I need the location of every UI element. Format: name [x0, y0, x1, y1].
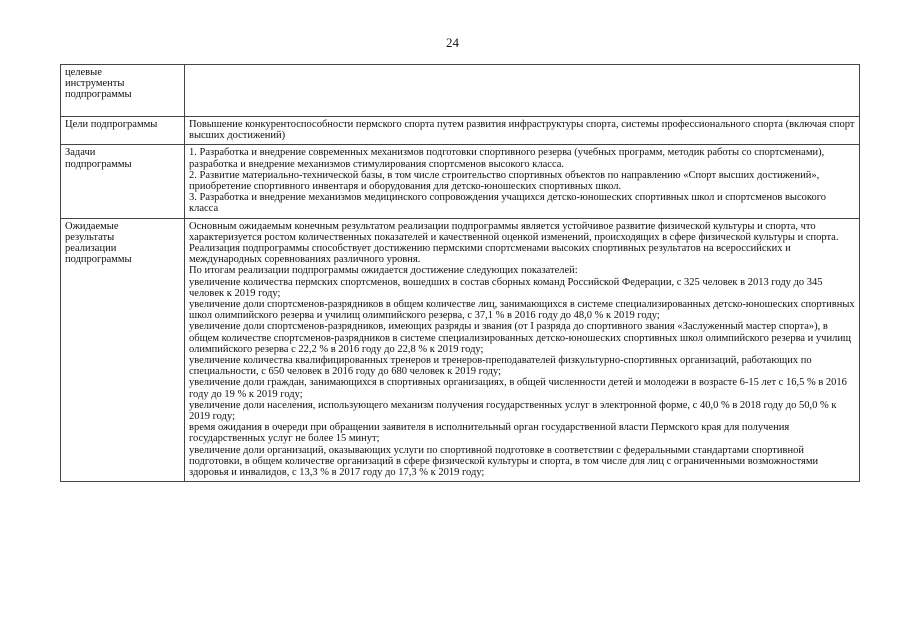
table-row	[61, 218, 860, 482]
table-row	[61, 117, 860, 145]
row-label-line: реализации	[65, 243, 117, 255]
row-content	[185, 218, 860, 482]
content-paragraph: 3. Разработка и внедрение механизмов медицинского сопровождения учащихся детско-юношеских спортивных школ и спортсменов высокого класса	[189, 192, 827, 215]
row-label	[61, 65, 185, 117]
table-row	[61, 65, 860, 117]
row-label-line: подпрограммы	[65, 89, 132, 101]
row-content	[185, 117, 860, 145]
row-label-line: подпрограммы	[65, 254, 132, 266]
content-paragraph: увеличение доли граждан, занимающихся в спортивных организациях, в общей численности детей и молодежи в возрасте 6-15 лет с 16,5 % в 2016 году до 19 % к 2019 году;	[189, 377, 847, 400]
content-paragraph: Повышение конкурентоспособности пермского спорта путем развития инфраструктуры спорта, системы профессионального спорта (включая спорт высших достижений)	[189, 119, 855, 142]
row-label-line: инструменты	[65, 78, 125, 90]
content-paragraph: время ожидания в очереди при обращении заявителя в исполнительный орган государственной власти Пермского края для получения государственных услуг не более 15 минут;	[189, 422, 790, 445]
content-paragraph: увеличение количества пермских спортсменов, вошедших в состав сборных команд Российской Федерации, с 325 человек в 2013 году до 345 человек к 2019 году;	[189, 276, 823, 299]
row-label	[61, 218, 185, 482]
row-label-line: Цели подпрограммы	[65, 119, 158, 130]
row-label-line: Задачи	[65, 147, 96, 159]
row-content	[185, 145, 860, 218]
subprogram-passport-table	[60, 64, 860, 482]
content-paragraph: увеличение доли спортсменов-разрядников в общем количестве лиц, занимающихся в системе специализированных детско-юношеских спортивных школ олимпийского резерва и училищ олимпийского резерва, с 37,1 % в 2016 году до 48,0 % к 2019 году;	[189, 299, 855, 322]
content-paragraph: увеличение количества квалифицированных тренеров и тренеров-преподавателей физкультурно-спортивных организаций, работающих по специальности, с 650 человек в 2016 году до 680 человек к 2019 году;	[189, 355, 812, 378]
content-paragraph: увеличение доли населения, использующего механизм получения государственных услуг в электронной форме, с 40,0 % в 2018 году до 50,0 % к 2019 году;	[189, 399, 837, 423]
content-paragraph: 2. Развитие материально-технической базы, в том числе строительство спортивных объектов по направлению «Спорт высших достижений», приобретение спортивного инвентаря и оборудования для детско-юношеских спортивных школ.	[189, 169, 820, 193]
table-row	[61, 145, 860, 218]
row-content	[185, 65, 860, 117]
content-paragraph: увеличение доли спортсменов-разрядников, имеющих разряды и звания (от I разряда до спортивного звания «Заслуженный мастер спорта»), в общем количестве спортсменов-разрядников в системе специализированных детско-юношеских спортивных школ олимпийского резерва и училищ олимпийского резерва с 22,2 % в 2016 году до 22,8 % к 2019 году;	[189, 321, 852, 355]
row-label-line: результаты	[65, 231, 115, 243]
content-paragraph: 1. Разработка и внедрение современных механизмов подготовки спортивного резерва (учебных программ, методик работы со спортсменами), разработка и внедрение механизмов стимулирования спортсменов высокого класса.	[189, 147, 825, 170]
row-label-line: Ожидаемые	[65, 220, 119, 232]
row-label-line: подпрограммы	[65, 158, 132, 170]
row-label-line: целевые	[65, 67, 102, 78]
page-number: 24	[446, 35, 459, 50]
content-paragraph: увеличение доли организаций, оказывающих услуги по спортивной подготовке в соответствии с федеральными стандартами спортивной подготовки, в общем количестве организаций в сфере физической культуры и спорта, в том числе для лиц с ограниченными возможностями здоровья и инвалидов, с 13,3 % в 2017 году до 17,3 % к 2019 году;	[189, 444, 819, 479]
content-paragraph: По итогам реализации подпрограммы ожидается достижение следующих показателей:	[189, 265, 578, 277]
content-paragraph: Основным ожидаемым конечным результатом реализации подпрограммы является устойчивое развитие физической культуры и спорта, что характеризуется ростом количественных показателей и качественной оценкой изменений, происходящих в сфере физической культуры и спорта. Реализация подпрограммы способствует достижению пермскими спортсменами высоких спортивных результатов на всероссийских и международных соревнованиях различного уровня.	[189, 220, 839, 266]
row-label	[61, 117, 185, 145]
row-label	[61, 145, 185, 218]
